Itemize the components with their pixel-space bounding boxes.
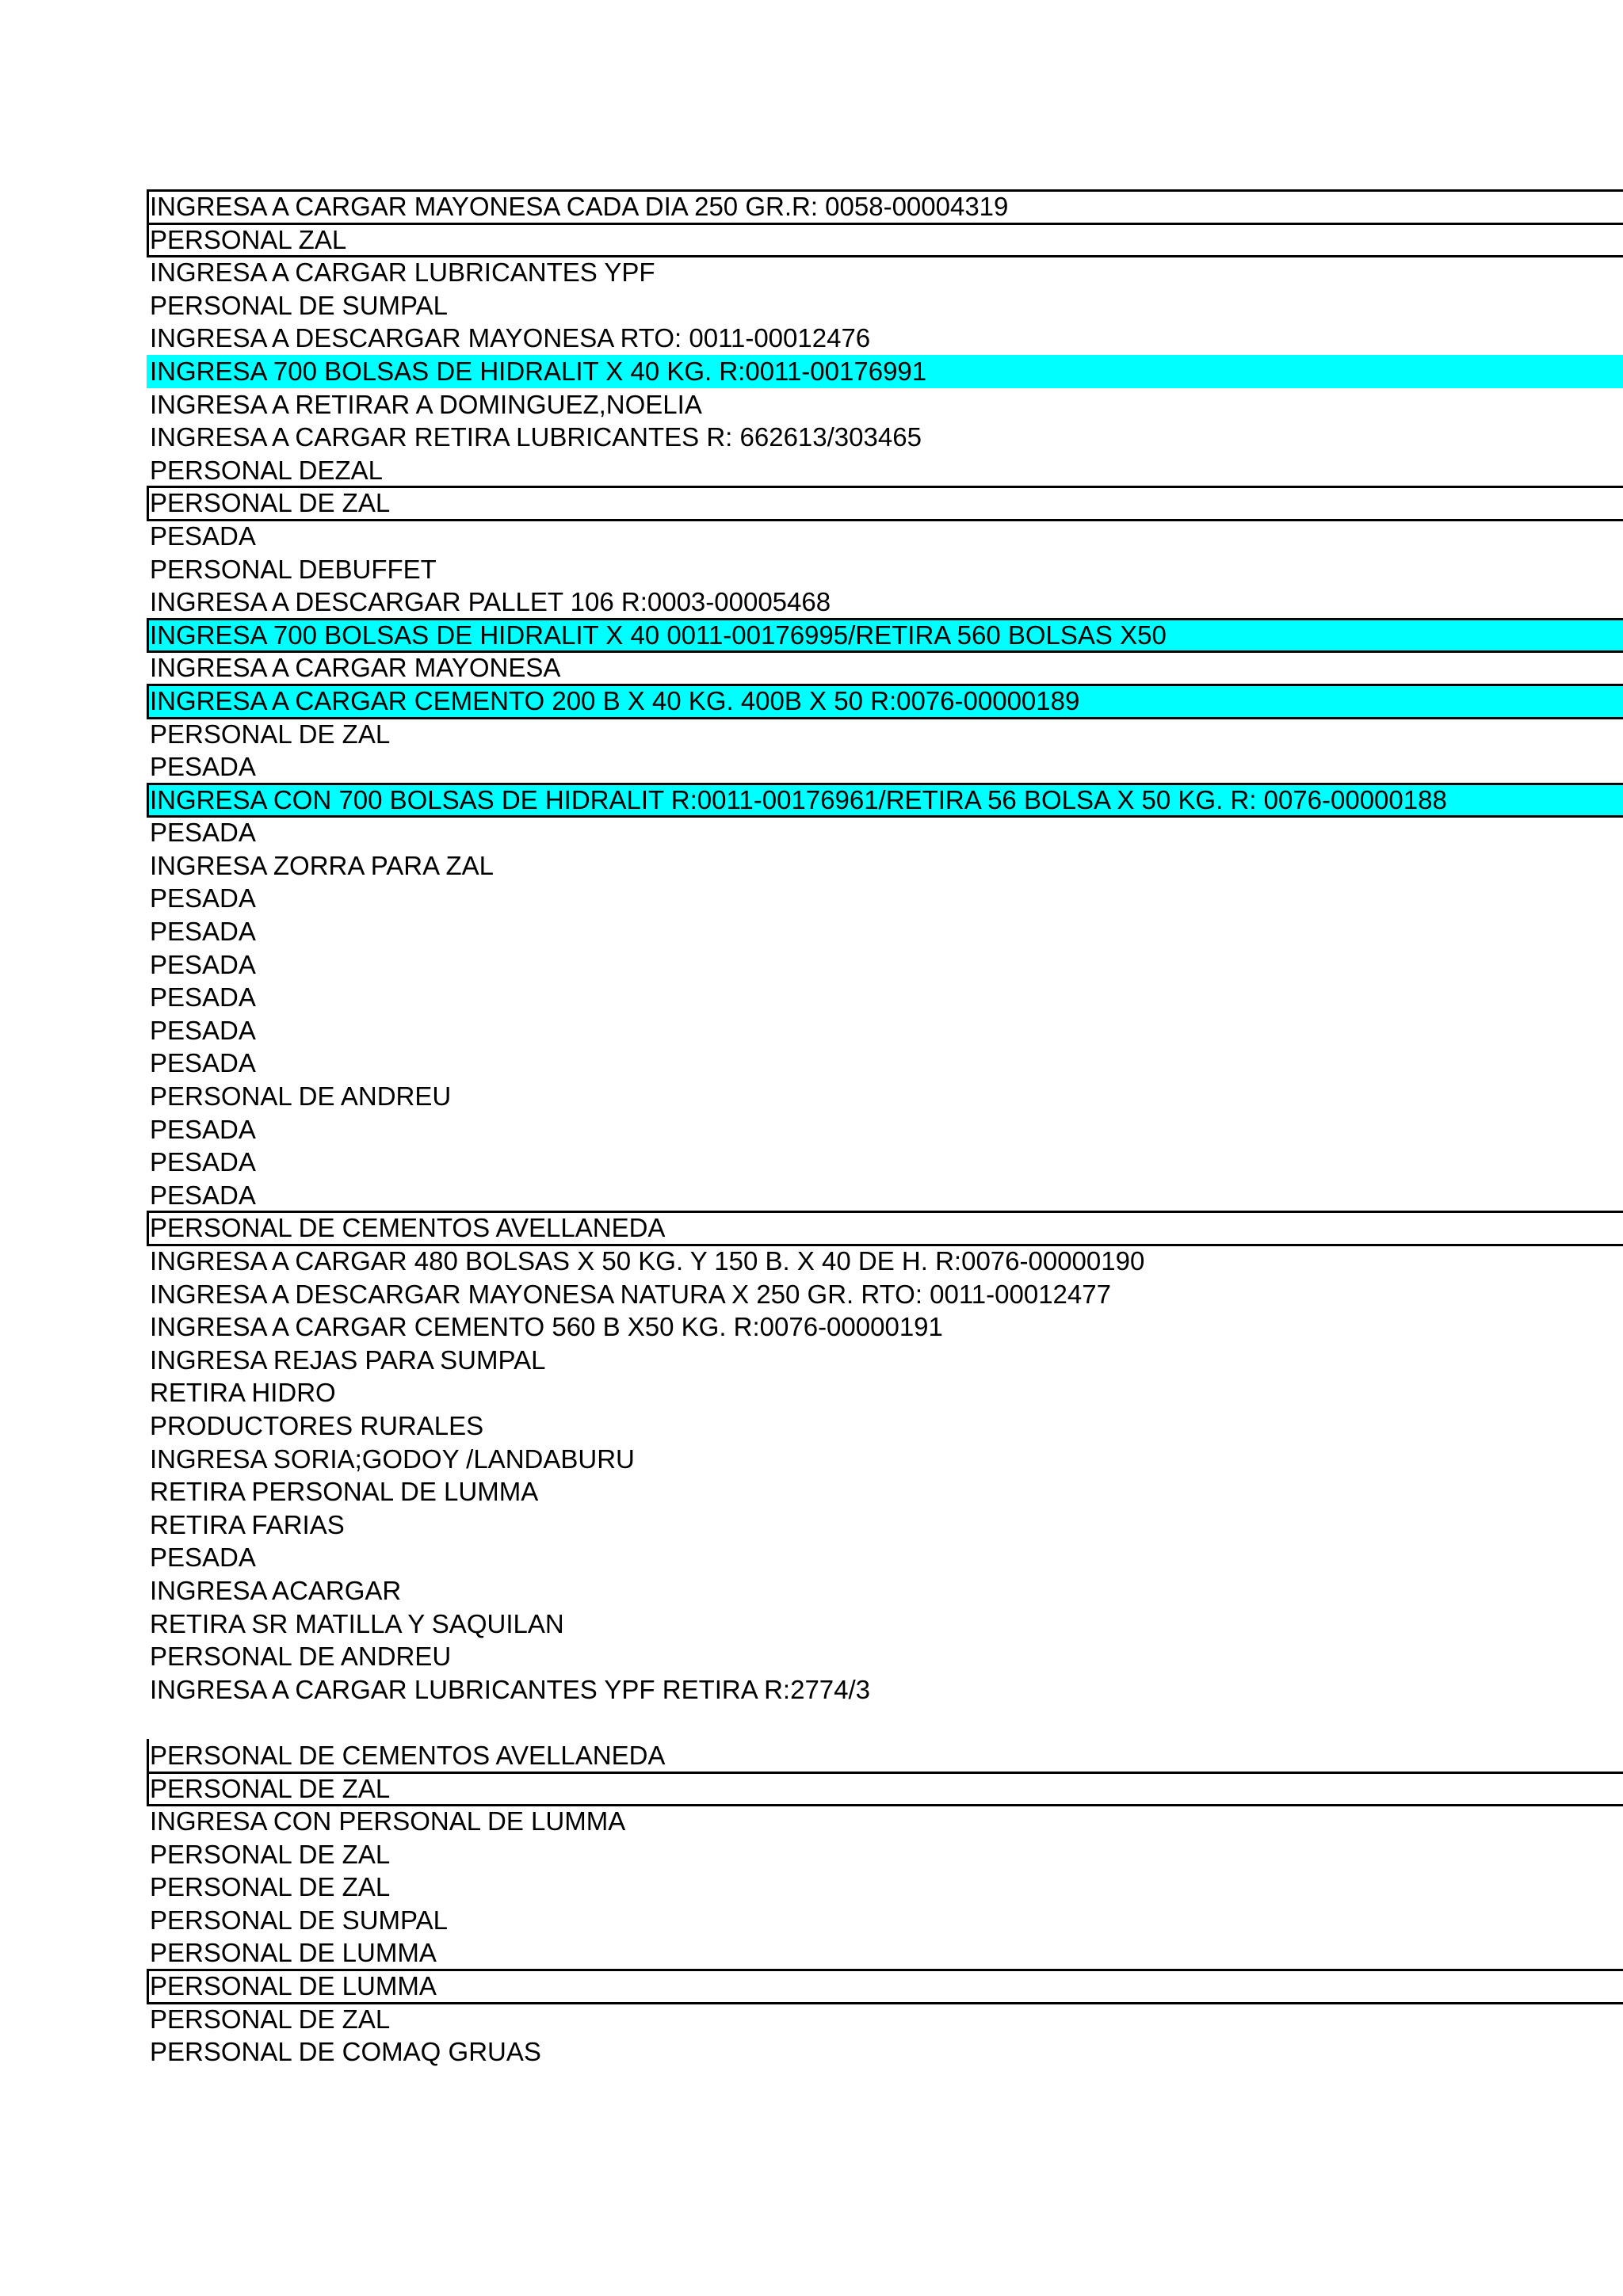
cell-text: PERSONAL DE ZAL [150,1839,391,1869]
cell-text: PESADA [150,917,256,947]
cell-text: PERSONAL DE ZAL [150,488,391,518]
cell-text: PERSONAL DE SUMPAL [150,290,448,320]
cell-text: INGRESA REJAS PARA SUMPAL [150,1344,546,1375]
cell-text: PERSONAL DE ZAL [150,1872,391,1902]
cell[interactable] [147,1574,1623,1608]
cell[interactable] [147,1475,1623,1508]
cell[interactable] [147,1805,1623,1838]
cell-text: INGRESA SORIA;GODOY /LANDABURU [150,1444,635,1474]
cell-text: PERSONAL DE ZAL [150,719,391,749]
cell[interactable] [147,1871,1623,1904]
cell[interactable] [147,1508,1623,1542]
highlighted-cell[interactable] [147,784,1623,817]
cell[interactable] [147,1245,1623,1278]
cell-border [147,1969,149,2004]
cell[interactable] [147,553,1623,586]
cell-text: INGRESA ACARGAR [150,1575,402,1605]
cell[interactable] [147,1640,1623,1673]
cell[interactable] [147,1673,1623,1707]
cell[interactable] [147,1739,1623,1772]
cell-text: PERSONAL DE LUMMA [150,1971,437,2001]
cell-text: INGRESA A CARGAR CEMENTO 200 B X 40 KG. 400B X 50 R:0076-00000189 [150,685,1080,715]
cell-text: INGRESA 700 BOLSAS DE HIDRALIT X 40 KG. R:0011-00176991 [150,356,927,386]
cell-text: INGRESA A DESCARGAR MAYONESA RTO: 0011-00012476 [150,323,871,353]
cell[interactable] [147,1904,1623,1937]
cell-text: PERSONAL DE ZAL [150,2004,391,2034]
cell-text: PESADA [150,1147,256,1177]
cell-text: RETIRA FARIAS [150,1509,345,1539]
cell[interactable] [147,1541,1623,1574]
cell-text: INGRESA A CARGAR RETIRA LUBRICANTES R: 662613/303465 [150,422,922,452]
cell[interactable] [147,1409,1623,1443]
cell[interactable] [147,223,1623,257]
cell[interactable] [147,1970,1623,2003]
cell-text: PESADA [150,521,256,551]
cell-text: INGRESA CON PERSONAL DE LUMMA [150,1806,626,1836]
cell-text: INGRESA A CARGAR MAYONESA CADA DIA 250 GR.R: 0058-00004319 [150,192,1009,221]
cell-border [147,486,149,521]
highlighted-cell[interactable] [147,685,1623,718]
cell-text: INGRESA 700 BOLSAS DE HIDRALIT X 40 0011-00176995/RETIRA 560 BOLSAS X50 [150,620,1167,650]
cell-text: PESADA [150,818,256,848]
cell[interactable] [147,585,1623,619]
highlighted-cell[interactable] [147,619,1623,652]
cell[interactable] [147,1146,1623,1179]
cell-text: PESADA [150,752,256,782]
cell[interactable] [147,322,1623,355]
cell-text: PESADA [150,883,256,913]
cell[interactable] [147,454,1623,487]
cell-text: INGRESA A DESCARGAR MAYONESA NATURA X 250 GR. RTO: 0011-00012477 [150,1279,1111,1309]
cell[interactable] [147,1113,1623,1146]
cell[interactable] [147,816,1623,849]
cell[interactable] [147,1310,1623,1344]
cell-text: PERSONAL DE COMAQ GRUAS [150,2037,541,2067]
spreadsheet-column [147,190,1623,2069]
cell[interactable] [147,1706,1623,1739]
cell-text: PERSONAL DE ZAL [150,1773,391,1803]
cell-text: PERSONAL ZAL [150,224,347,254]
cell-text: PESADA [150,982,256,1013]
cell-text: PERSONAL DE ANDREU [150,1081,452,1112]
cell[interactable] [147,1179,1623,1212]
cell-text: PERSONAL DE SUMPAL [150,1905,448,1935]
cell-border [147,1739,149,1772]
cell[interactable] [147,1211,1623,1245]
cell-text: PERSONAL DEZAL [150,455,384,485]
cell[interactable] [147,915,1623,948]
cell[interactable] [147,981,1623,1014]
cell-text: PERSONAL DE LUMMA [150,1938,437,1968]
cell-text: RETIRA PERSONAL DE LUMMA [150,1477,539,1507]
cell[interactable] [147,1278,1623,1311]
cell-text: PESADA [150,1015,256,1045]
cell[interactable] [147,1080,1623,1113]
cell[interactable] [147,190,1623,223]
cell-text: PERSONAL DE CEMENTOS AVELLANEDA [150,1740,666,1770]
cell[interactable] [147,948,1623,982]
cell[interactable] [147,1608,1623,1641]
cell-border [147,189,149,225]
cell[interactable] [147,388,1623,421]
cell[interactable] [147,1344,1623,1377]
cell-text: INGRESA A CARGAR LUBRICANTES YPF [150,257,655,288]
cell[interactable] [147,520,1623,553]
cell-border [147,1211,149,1246]
cell-text: RETIRA HIDRO [150,1378,336,1408]
cell-text: INGRESA A CARGAR MAYONESA [150,653,561,683]
cell-text: PERSONAL DE CEMENTOS AVELLANEDA [150,1213,666,1243]
cell-border [147,618,149,654]
cell[interactable] [147,1838,1623,1871]
cell-text: INGRESA A CARGAR 480 BOLSAS X 50 KG. Y 150 B. X 40 DE H. R:0076-00000190 [150,1246,1145,1276]
cell-text: INGRESA A CARGAR LUBRICANTES YPF RETIRA R:2774/3 [150,1674,871,1704]
cell[interactable] [147,2003,1623,2036]
cell-border [147,1772,149,1807]
cell-text: INGRESA CON 700 BOLSAS DE HIDRALIT R:0011-00176961/RETIRA 56 BOLSA X 50 KG. R: 0076-00000188 [150,784,1447,814]
cell[interactable] [147,1936,1623,1970]
cell-border [147,223,149,258]
cell-text: PESADA [150,949,256,979]
cell[interactable] [147,718,1623,751]
cell[interactable] [147,486,1623,520]
cell[interactable] [147,882,1623,915]
cell[interactable] [147,1014,1623,1047]
cell-text: PERSONAL DE ANDREU [150,1642,452,1672]
cell-text: PESADA [150,1048,256,1078]
cell[interactable] [147,1376,1623,1409]
cell-text: PESADA [150,1180,256,1210]
cell-text: PESADA [150,1543,256,1573]
cell-text: INGRESA A CARGAR CEMENTO 560 B X50 KG. R:0076-00000191 [150,1312,943,1342]
cell-text: PERSONAL DEBUFFET [150,554,437,584]
cell[interactable] [147,421,1623,454]
cell-border [147,684,149,719]
cell[interactable] [147,651,1623,685]
cell-text: PESADA [150,1114,256,1144]
cell[interactable] [147,1772,1623,1806]
cell-text: INGRESA A DESCARGAR PALLET 106 R:0003-00005468 [150,587,831,617]
cell[interactable] [147,2035,1623,2069]
cell-text: INGRESA A RETIRAR A DOMINGUEZ,NOELIA [150,389,702,419]
cell-text: PRODUCTORES RURALES [150,1410,484,1440]
cell[interactable] [147,256,1623,289]
cell[interactable] [147,849,1623,883]
cell[interactable] [147,750,1623,784]
cell-text: RETIRA SR MATILLA Y SAQUILAN [150,1608,564,1638]
cell[interactable] [147,1047,1623,1080]
cell[interactable] [147,1443,1623,1476]
cell-border [147,783,149,818]
cell-text: INGRESA ZORRA PARA ZAL [150,850,495,880]
highlighted-cell[interactable] [147,355,1623,388]
cell[interactable] [147,289,1623,322]
